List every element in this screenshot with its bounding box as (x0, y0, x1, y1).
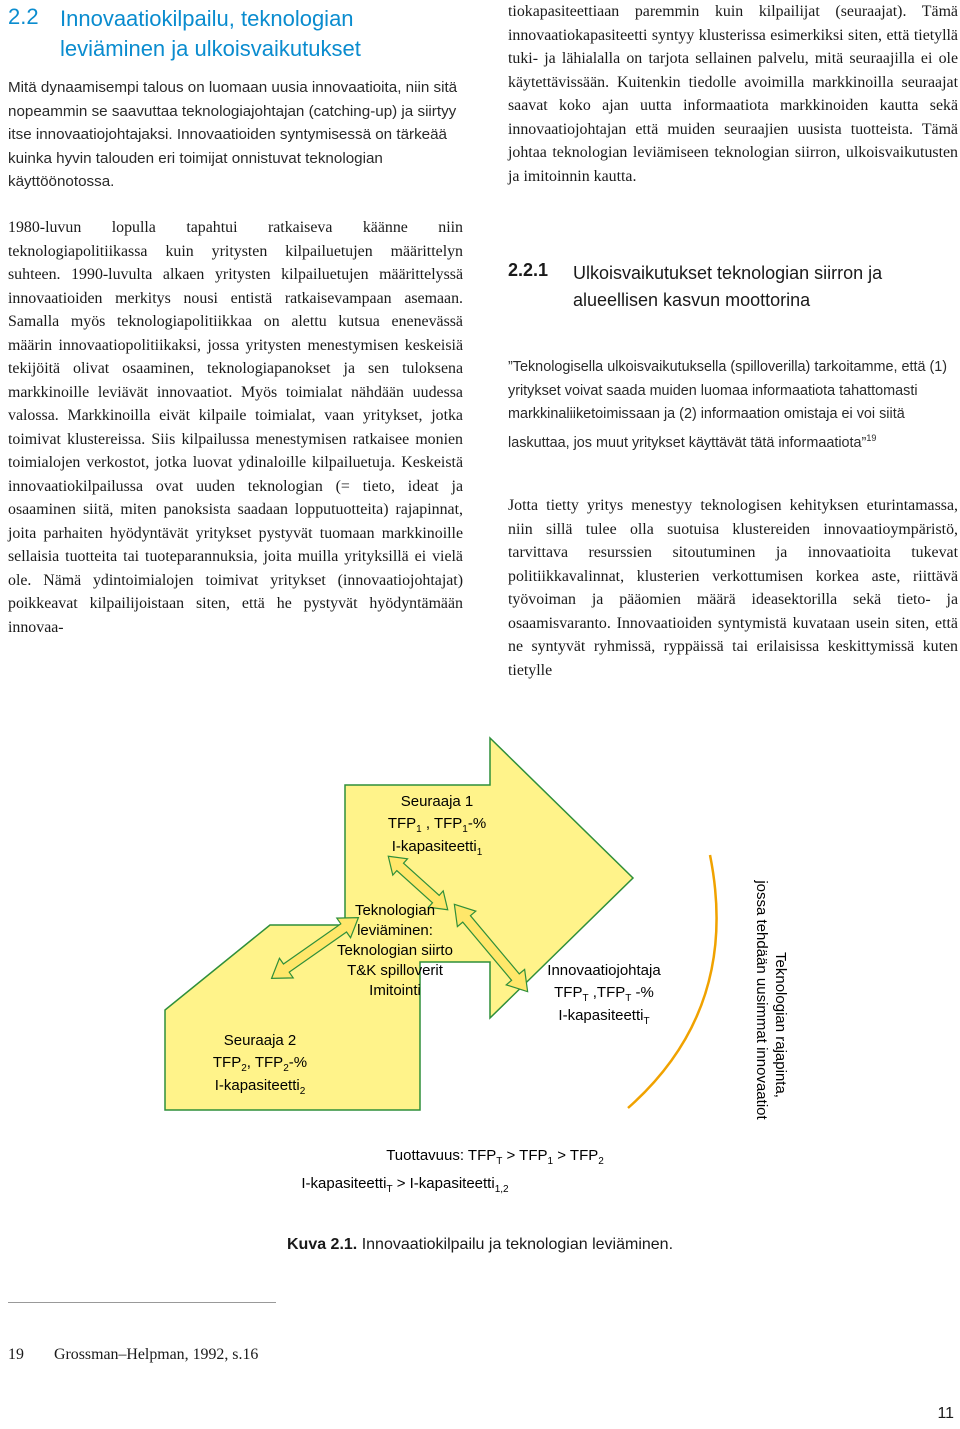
figure-innovation-diagram (0, 720, 960, 1220)
frontier-line-1: Teknologian rajapinta, (772, 952, 789, 1098)
footnote-reference: 19 (866, 432, 877, 443)
quote-block (508, 356, 958, 455)
spread-line-2: leviäminen: (357, 922, 433, 939)
subsection-number: 2.2.1 (508, 260, 549, 280)
spread-line-5: Imitointi (369, 982, 421, 999)
seuraaja1-title: Seuraaja 1 (400, 793, 474, 810)
subsection-title: Ulkoisvaikutukset teknologian siirron ja alueellisen kasvun moottorina (573, 263, 883, 310)
figure-caption (0, 1236, 960, 1254)
seuraaja2-capacity: I-kapasiteetti$_2$ (214, 1077, 306, 1097)
body-text-left: 1980-luvun lopulla tapahtui ratkaiseva käänne niin teknologiapolitiikassa kuin yritysten kilpailuetujen määrittelyn suhteen. 1990-luvulta alkaen yritysten kilpailuetujen määrittelyssä innovaatioiden merkitys nousi entistä ratkaisevampaan asemaan. Samalla myös teknologiapolitiikkaa on alettu kutsua enenevässä määrin innovaatiopolitiikaksi, jossa yritysten menestymisen keskeisiä tekijöitä olivat osaaminen, teknologiapanokset ja sen tuloksena markkinoille leviävät innovaatiot. Myös toimialat nähdään uudessa valossa. Markkinoilla eivät kilpaile toimialat, vaan yritykset, jotka toimivat klustereissa. Siis kilpailussa menestymisen ratkaisee monien toimialojen verkostot, jotka luovat ydinaloille kilpailuetuja. Keskeistä innovaatiokilpailussa ovat uuden teknologian (= tieto, ideat ja osaaminen siitä, miten panoksista saadaan lopputuotteita) rajapinnat, joita parhaiten hyödyntävät yritykset pystyvät tuomaan markkinoille sellaisia tuotteita tai tuoteparannuksia, joita muilla yrityksillä ei vielä ole. Nämä ydintoimialojen toimivat yritykset (innovaatiojohtajat) poikkeavat kilpailijoistaan siten, että he pystyvät hyödyntämään innovaa- (8, 219, 463, 636)
footnote (8, 1346, 258, 1364)
leader-title: Innovaatiojohtaja (547, 962, 661, 979)
intro-paragraph: Mitä dynaamisempi talous on luomaan uusia innovaatioita, niin sitä nopeammin se saavuttaa teknologiajohtajan (catching-up) ja siirtyy itse innovaatiojohtajaksi. Innovaatioiden syntymisessä on tärkeää kuinka hyvin talouden eri toimijat onnistuvat teknologian käyttöönotossa. (8, 79, 458, 190)
spread-line-3: Teknologian siirto (337, 942, 453, 959)
footnote-rule (8, 1302, 276, 1303)
productivity-relation: Tuottavuus: $TFP_T > TFP_1 > TFP_2$ (386, 1147, 604, 1167)
body-text-right-bottom: Jotta tietty yritys menestyy teknologisen kehityksen eturintamassa, niin sillä tulee olla suotuisa klustereiden innovaatioympäristö, tarvittava resurssien sitoutuminen ja innovaatioita tukevat politiikkavalinnat, klusterien verkottumisen korkea aste, riittävä työvoiman ja pääomien määrä ideasektorilla sekä tieto- ja osaamisvaranto. Innovaatioiden syntymistä kuvataan usein siten, että ne syntyvät ryhmissä, ryppäissä tai erilaisissa keskittymissä kuten tietylle (508, 497, 958, 679)
spread-line-1: Teknologian (354, 902, 436, 919)
body-text-right-top: tiokapasiteettiaan paremmin kuin kilpailijat (seuraajat). Tämä innovaatiokapasiteetti syntyy klusterissa esimerkiksi siten, että tietyllä tuki- ja lähialalla on tarjota sellainen palvelu, mitä seuraajilla ei ole käytettävissään. Kuitenkin tiedolle avoimilla markkinoilla seuraajat saavat koko ajan uutta informaatiota markkinoiden kautta sekä innovaatiojohtajan että muiden seuraajien uusista tuotteista. Tämä johtaa teknologian leviämiseen teknologian siirron, ulkoisvaikutusten ja imitoinnin kautta. (508, 3, 958, 185)
section-title: Innovaatiokilpailu, teknologian leviäminen ja ulkoisvaikutukset (60, 6, 361, 61)
footnote-number: 19 (8, 1346, 24, 1363)
seuraaja2-title: Seuraaja 2 (223, 1032, 297, 1049)
productivity-curve (628, 855, 717, 1108)
footnote-text: Grossman–Helpman, 1992, s.16 (54, 1346, 259, 1363)
spread-line-4: T&K spilloverit (347, 962, 443, 979)
caption-text: Innovaatiokilpailu ja teknologian leviäminen. (357, 1236, 674, 1253)
seuraaja1-tfp: $TFP_1$ , $TFP_1-\%$ (387, 815, 487, 835)
caption-label: Kuva 2.1. (286, 1236, 358, 1253)
frontier-line-2: jossa tehdään uusimmat innovaatiot (753, 880, 770, 1120)
page-number: 11 (937, 1405, 954, 1422)
quote-text: ”Teknologisella ulkoisvaikutuksella (spilloverilla) tarkoitamme, että (1) yritykset voivat saada muiden luomaa informaatiota tahattomasti markkinaliiketoimissaan ja (2) informaation omistaja ei voi siitä laskuttaa, jos muut yritykset käyttävät tätä informaatiota” (508, 359, 948, 451)
section-number: 2.2 (8, 4, 39, 29)
seuraaja1-capacity: I-kapasiteetti$_1$ (391, 838, 483, 858)
leader-capacity: I-kapasiteetti$_T$ (558, 1007, 650, 1027)
capacity-relation: I-kapasiteetti$_T$ > I-kapasiteetti$_{1,2}$ (301, 1175, 509, 1195)
seuraaja2-tfp: $TFP_2$, $TFP_2-\%$ (212, 1054, 308, 1074)
leader-tfp: $TFP_T$ $,TFP_T$ -% (554, 984, 654, 1004)
